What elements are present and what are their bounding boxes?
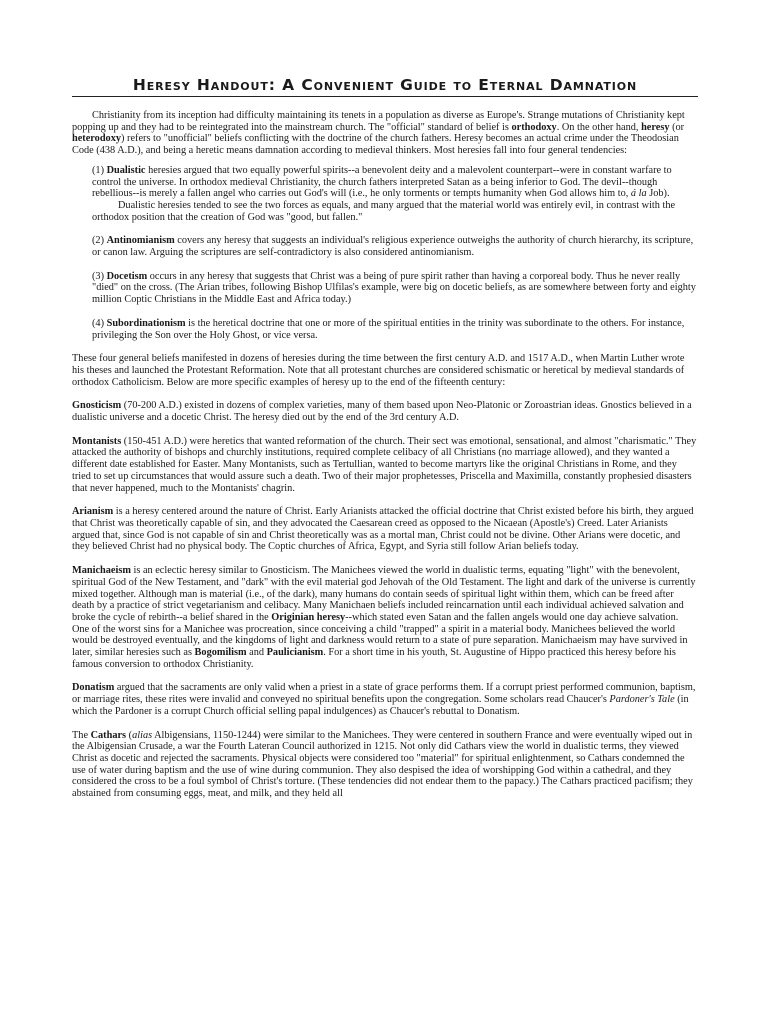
term-bogomilism: Bogomilism xyxy=(194,647,247,659)
entry-text: The xyxy=(72,729,91,741)
entry-text: argued that the sacraments are only valid when a priest in a state of grace performs them. If a corrupt priest performed communion, baptism, or marriage rites, these rites were invalid and conveyed no spiritual benefits upon the congregation. Some scholars read Chaucer's xyxy=(72,682,696,706)
term-docetism: Docetism xyxy=(106,270,148,282)
tendency-text: heresies argued that two equally powerful spirits--a benevolent deity and a malevolent counterpart--were in constant warfare to control the universe. In orthodox medieval Christianity, the church fathers interpreted Satan as a being inferior to God. The devil--though rebellious--is merely a fallen angel who carries out God's will (i.e., he only torments or tempts humanity when God allows him to, xyxy=(92,164,672,200)
tendency-text: is the heretical doctrine that one or more of the spiritual entities in the trinity was subordinate to the others. For instance, privileging the Son over the Holy Ghost, or vice versa. xyxy=(92,317,685,341)
entry-gnosticism xyxy=(72,400,698,423)
tendency-dualistic-note: Dualistic heresies tended to see the two forces as equals, and many argued that the material world was entirely evil, in contrast with the orthodox position that the creation of God was "good, but fallen." xyxy=(92,199,676,223)
list-number: (3) xyxy=(92,270,107,282)
entry-text: (70-200 A.D.) existed in dozens of complex varieties, many of them based upon Neo-Platonic or Zoroastrian ideas. Gnostics believed in a dualistic universe and a docetic Christ. The heresy died out by the end of the 3rd century A.D. xyxy=(72,400,692,424)
entry-text: is an eclectic heresy similar to Gnosticism. The Manichees viewed the world in dualistic terms, equating "light" with the benevolent, spiritual God of the New Testament, and "dark" with the evil material god Jehovah of the Old Testament. The light and dark of the universe is currently mixed together. Although man is material (i.e., of the dark), many humans do contain seeds of spiritual light within them, which can be freed after death by a practice of strict vegetarianism and celibacy. Many Manichaen beliefs included reincarnation until each individual achieved salvation and broke the cycle of rebirth--a belief shared in the xyxy=(72,565,696,623)
term-arianism: Arianism xyxy=(72,506,114,518)
term-donatism: Donatism xyxy=(72,682,115,694)
entry-text: . For a short time in his youth, St. Augustine of Hippo practiced this heresy before his famous conversion to orthodox Christianity. xyxy=(72,647,676,670)
tendency-text: Job). xyxy=(646,188,670,200)
list-number: (1) xyxy=(92,164,107,176)
title-rule xyxy=(72,96,698,97)
work-title: Pardoner's Tale xyxy=(609,694,675,706)
summary-paragraph: These four general beliefs manifested in dozens of heresies during the time between the first century A.D. and 1517 A.D., when Martin Luther wrote his theses and launched the Protestant Reformation. Note that all protestant churches are considered schismatic or heretical by medieval standards of orthodox Catholicism. Below are more specific examples of heresy up to the end of the fifteenth century: xyxy=(72,353,685,388)
entry-donatism xyxy=(72,682,698,717)
tendency-dualistic xyxy=(92,165,698,200)
document-body xyxy=(72,110,698,800)
emphasis-text: á la xyxy=(630,188,647,200)
intro-paragraph xyxy=(72,110,698,157)
term-heterodoxy: heterodoxy xyxy=(72,133,122,145)
entry-text: is a heresy centered around the nature of Christ. Early Arianists attacked the official doctrine that Christ existed before his birth, they argued that Christ was theoretically capable of sin, and they advocated the Caesarean creed as opposed to the Nicaean (Apostle's) Creed. Later Arianists argued that, since God is not capable of sin and Christ theoretically was as a mortal man, Christ could not be divine. Other Arians were docetic, and they believed Christ had no physical body. The Coptic churches of Africa, Egypt, and Syria still follow Arian beliefs today. xyxy=(72,506,694,553)
entry-montanists xyxy=(72,436,698,495)
term-montanists: Montanists xyxy=(72,435,122,447)
tendency-docetism xyxy=(92,271,698,306)
term-paulicianism: Paulicianism xyxy=(266,647,324,659)
entry-text: --which stated even Satan and the fallen angels would one day achieve salvation. One of the worst sins for a Manichee was procreation, since conceiving a child "trapped" a spirit in a material body. Manichees believed the world would be destroyed eventually, and the kingdoms of light and darkness would return to a state of pure separation. Manichaeism may have survived in later, similar heresies such as xyxy=(72,611,688,659)
term-cathars: Cathars xyxy=(90,729,127,741)
entry-text: (in which the Pardoner is a corrupt Church official selling papal indulgences) as Chaucer's rebuttal to Donatism. xyxy=(72,694,689,717)
entry-text: (150-451 A.D.) were heretics that wanted reformation of the church. Their sect was emotional, sensational, and almost "charismatic." They attacked the authority of bishops and churchly institutions, required complete celibacy of all Christians (no marriage allowed), and they wanted a different date established for Easter. Many Montanists, such as Tertullian, wanted to become martyrs like the original Christians in Rome, and they tried to set up circumstances that would assure such a death. Two of their major prophetesses, Priscella and Maximilla, constantly prophesied disasters that never happened, much to the Montanists' chagrin. xyxy=(72,435,697,494)
intro-text: . On the other hand, xyxy=(556,121,642,133)
list-number: (2) xyxy=(92,235,107,247)
tendency-antinomianism xyxy=(92,235,698,258)
term-gnosticism: Gnosticism xyxy=(72,400,122,412)
list-number: (4) xyxy=(92,317,107,329)
term-heresy: heresy xyxy=(641,121,670,133)
handout-title: Heresy Handout: A Convenient Guide to Eternal Damnation xyxy=(132,76,638,94)
intro-text: (or xyxy=(669,121,685,133)
term-subordinationism: Subordinationism xyxy=(106,317,186,329)
tendency-subordinationism xyxy=(92,318,698,341)
term-orthodoxy: orthodoxy xyxy=(511,121,557,133)
entry-arianism xyxy=(72,506,698,553)
tendency-text: occurs in any heresy that suggests that Christ was a being of pure spirit rather than having a corporeal body. Thus he never really "died" on the cross. (The Arian tribes, following Bishop Ulfilas's example, were big on docetic beliefs, as are somewhere between forty and eighty million Coptic Christians in the Middle East and Africa today.) xyxy=(92,270,696,306)
intro-text: ) refers to "unofficial" beliefs conflicting with the doctrine of the church fathers. Heresy becomes an actual crime under the Theodosian Code (438 A.D.), and being a heretic means damnation according to medieval thinkers. Most heresies fall into four general tendencies: xyxy=(72,133,679,157)
entry-manichaeism xyxy=(72,565,698,670)
emphasis-text: alias xyxy=(132,729,153,741)
term-antinomianism: Antinomianism xyxy=(106,235,175,247)
intro-text: Christianity from its inception had difficulty maintaining its tenets in a population as diverse as Europe's. Strange mutations of Christianity kept popping up and they had to be reintegrated into the mainstream church. The "official" standard of belief is xyxy=(72,110,685,133)
term-manichaeism: Manichaeism xyxy=(72,565,131,577)
entry-text: and xyxy=(246,647,267,659)
entry-cathars xyxy=(72,730,698,800)
entry-text: Albigensians, 1150-1244) were similar to the Manichees. They were centered in southern France and were eventually wiped out in the Albigensian Crusade, a war the Fourth Lateran Council authorized in 1215. Not only did Cathars view the world in dualistic terms, they viewed Christ as docetic and rejected the sacraments. Physical objects were considered too "material" for spiritual enlightenment, so Cathars condemned the use of water during baptism and the use of wine during communion. They also despised the idea of worshipping God within a cathedral, and they considered the cross to be a foul symbol of Christ's torture. (These tendencies did not endear them to the papacy.) The Cathars practiced pacifism; they abstained from consuming eggs, meat, and milk, and they held all xyxy=(72,729,693,800)
term-dualistic: Dualistic xyxy=(106,164,146,176)
tendency-text: covers any heresy that suggests an individual's religious experience outweighs the authority of church hierarchy, its scripture, or canon law. Arguing the scriptures are self-contradictory is also considered antinomianism. xyxy=(92,235,694,259)
entry-text: ( xyxy=(126,729,133,741)
term-originian-heresy: Originian heresy xyxy=(271,611,346,623)
